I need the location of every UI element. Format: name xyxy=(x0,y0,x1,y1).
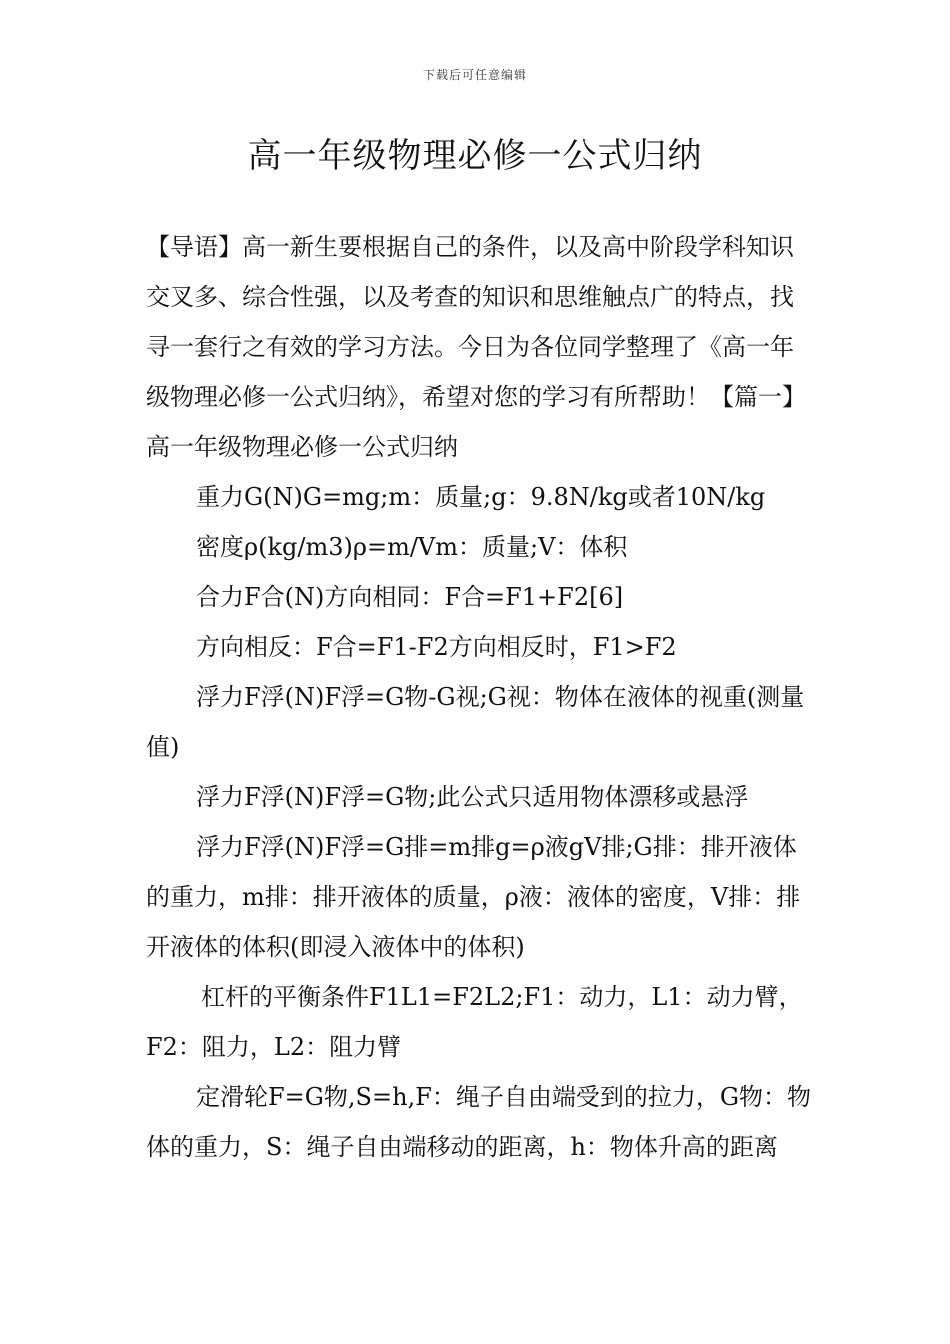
formula-resultant-opposite: 方向相反：F合=F1-F2方向相反时，F1>F2 xyxy=(196,633,677,661)
page-header-note: 下载后可任意编辑 xyxy=(422,68,527,82)
formula-fixed-pulley: 定滑轮F=G物,S=h,F：绳子自由端受到的拉力，G物：物体的重力，S：绳子自由端移动的距离，h：物体升高的距离 xyxy=(146,1083,812,1161)
formula-lever-balance: 杠杆的平衡条件F1L1=F2L2;F1：动力，L1：动力臂，F2：阻力，L2：阻力臂 xyxy=(146,983,803,1061)
formula-buoyancy-archimedes: 浮力F浮(N)F浮=G排=m排g=ρ液gV排;G排：排开液体的重力，m排：排开液体的质量，ρ液：液体的密度，V排：排开液体的体积(即浸入液体中的体积) xyxy=(146,833,801,961)
formula-buoyancy-floating: 浮力F浮(N)F浮=G物;此公式只适用物体漂移或悬浮 xyxy=(196,783,749,811)
formula-resultant-same: 合力F合(N)方向相同：F合=F1+F2[6] xyxy=(196,583,624,611)
intro-paragraph: 【导语】高一新生要根据自己的条件，以及高中阶段学科知识交叉多、综合性强，以及考查的知识和思维触点广的特点，找寻一套行之有效的学习方法。今日为各位同学整理了《高一年级物理必修一公式归纳》，希望对您的学习有所帮助！【篇一】高一年级物理必修一公式归纳 xyxy=(146,233,806,461)
formula-gravity: 重力G(N)G=mg;m：质量;g：9.8N/kg或者10N/kg xyxy=(196,483,766,511)
document-body xyxy=(146,222,816,1172)
document-title: 高一年级物理必修一公式归纳 xyxy=(247,136,703,176)
formula-buoyancy-apparent: 浮力F浮(N)F浮=G物-G视;G视：物体在液体的视重(测量值) xyxy=(146,683,805,761)
formula-density: 密度ρ(kg/m3)ρ=m/Vm：质量;V：体积 xyxy=(196,533,628,561)
